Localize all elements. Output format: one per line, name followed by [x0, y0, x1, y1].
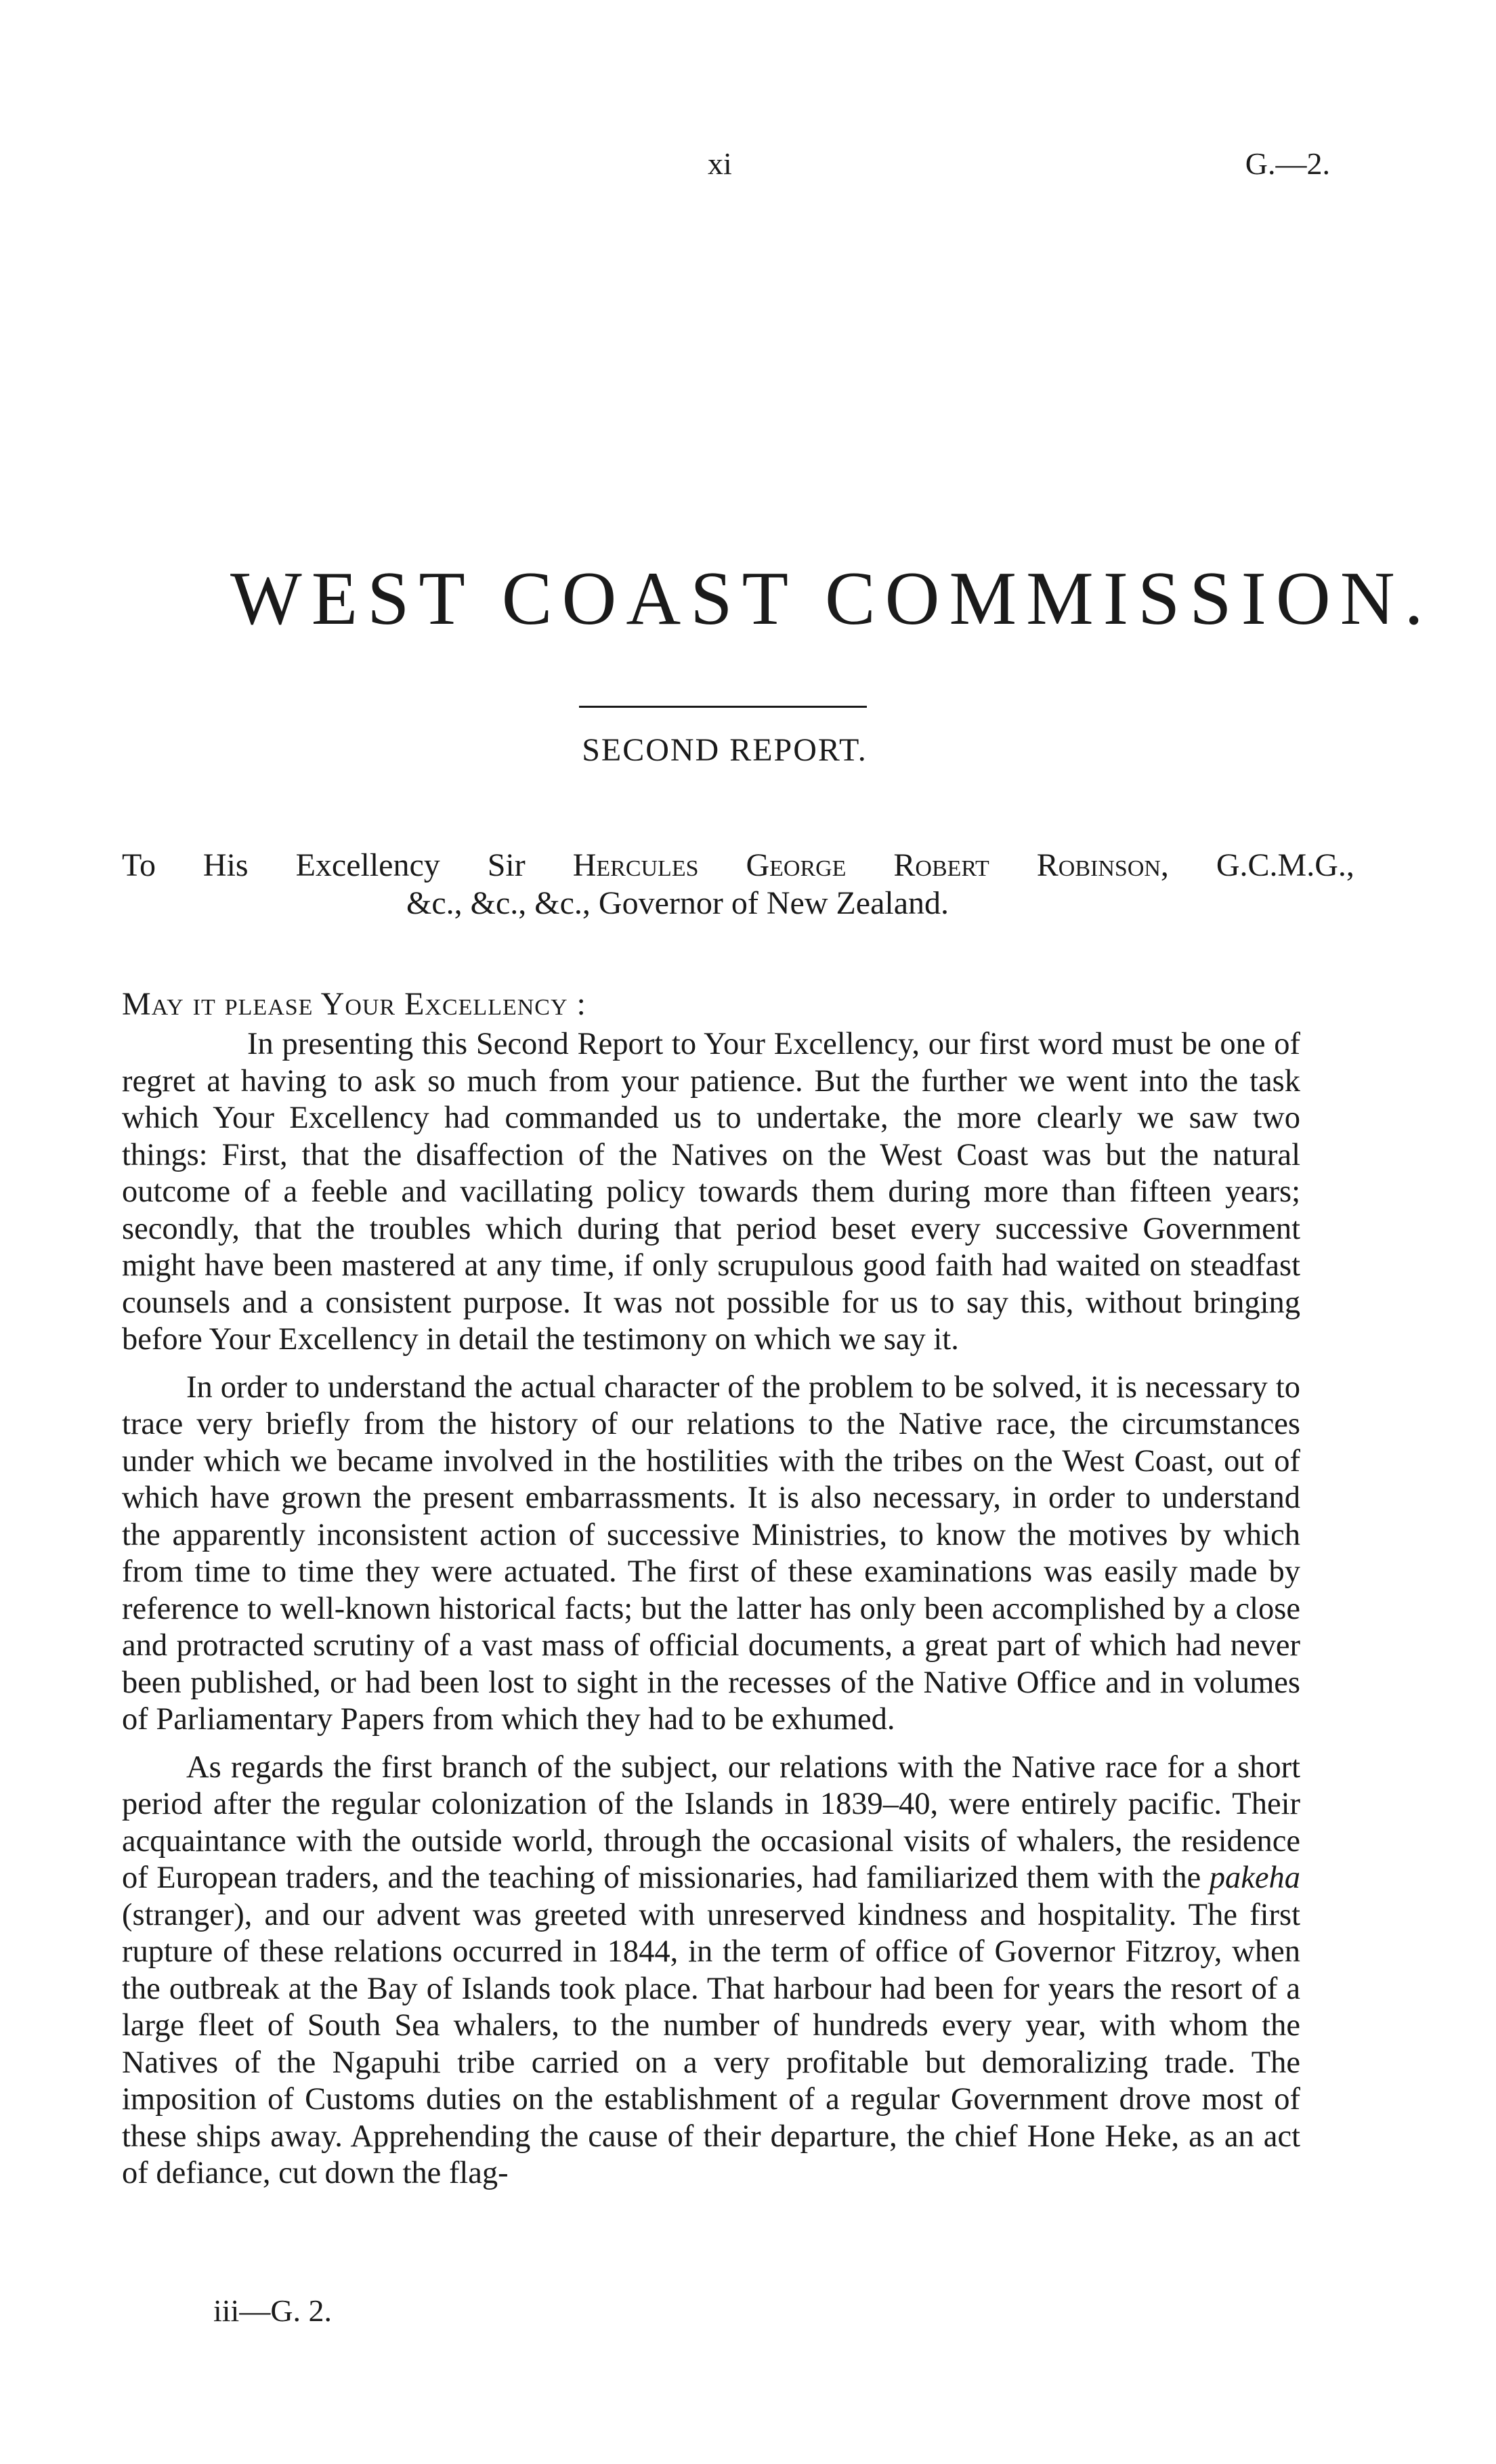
- paragraph-2: In order to understand the actual character of the problem to be solved, it is necessary to trace very briefly from the history of our relations to the Native race, the circumstances under which we became involved in the hostilities with the tribes on the West Coast, out of which have grown the present embarrassments. It is also necessary, in order to understand the apparently inconsistent action of successive Ministries, to know the motives by which from time to time they were actuated. The first of these examinations was easily made by reference to well-known historical facts; but the latter has only been accomplished by a close and protracted scrutiny of a vast mass of official documents, a great part of which had never been published, or had been lost to sight in the recesses of the Native Office and in volumes of Parliamentary Papers from which they had to be exhumed.: [122, 1369, 1300, 1737]
- report-body: [122, 1026, 1300, 2203]
- address-name-word: George: [746, 847, 847, 883]
- address-word: G.C.M.G.,: [1216, 847, 1354, 883]
- address-line-1: [122, 847, 1354, 885]
- salutation: May it please Your Excellency :: [122, 986, 586, 1022]
- address-word: To: [122, 847, 156, 883]
- italic-term: pakeha: [1209, 1861, 1300, 1895]
- address-line-2: &c., &c., &c., Governor of New Zealand.: [406, 885, 949, 921]
- address-word: Sir: [487, 847, 526, 883]
- report-title: WEST COAST COMMISSION.: [230, 557, 1433, 641]
- address-word: Excellency: [295, 847, 440, 883]
- address-name-word: Robinson,: [1036, 847, 1169, 883]
- page-header: [0, 146, 1496, 193]
- paragraph-3-part-a: As regards the first branch of the subject, our relations with the Native race for a short period after the regular colonization of the Islands in 1839–40, were entirely pacific. Their acquaintance with the outside world, through the occasional visits of whalers, the residence of European traders, and the teaching of missionaries, had familiarized them with the: [122, 1749, 1300, 1895]
- signature-mark: iii—G. 2.: [213, 2293, 333, 2328]
- paragraph-1: In presenting this Second Report to Your Excellency, our first word must be one of regret at having to ask so much from your patience. But the further we went into the task which Your Excellency had commanded us to undertake, the more clearly we saw two things: First, that the disaffection of the Natives on the West Coast was but the natural outcome of a feeble and vacillating policy towards them during more than fifteen years; secondly, that the troubles which during that period beset every successive Government might have been mastered at any time, if only scrupulous good faith had waited on steadfast counsels and a consistent purpose. It was not possible for us to say this, without bringing before Your Excellency in detail the testimony on which we say it.: [122, 1027, 1300, 1357]
- report-subtitle: SECOND REPORT.: [582, 732, 868, 768]
- address-name-word: Hercules: [572, 847, 699, 883]
- address-word: His: [202, 847, 249, 883]
- title-divider: [579, 706, 867, 708]
- paragraph-3: [122, 1749, 1300, 2192]
- address-block: [122, 847, 1354, 922]
- page-number: xi: [708, 146, 732, 181]
- document-reference: G.—2.: [1245, 146, 1330, 181]
- paragraph-3-part-b: (stranger), and our advent was greeted with unreserved kindness and hospitality. The first rupture of these relations occurred in 1844, in the term of office of Governor Fitzroy, when the outbreak at the Bay of Islands took place. That harbour had been for years the resort of a large fleet of South Sea whalers, to the number of hundreds every year, with whom the Natives of the Ngapuhi tribe carried on a very profitable but demoralizing trade. The imposition of Customs duties on the establishment of a regular Government drove most of these ships away. Apprehending the cause of their departure, the chief Hone Heke, as an act of defiance, cut down the flag-: [122, 1897, 1300, 2190]
- address-name-word: Robert: [893, 847, 989, 883]
